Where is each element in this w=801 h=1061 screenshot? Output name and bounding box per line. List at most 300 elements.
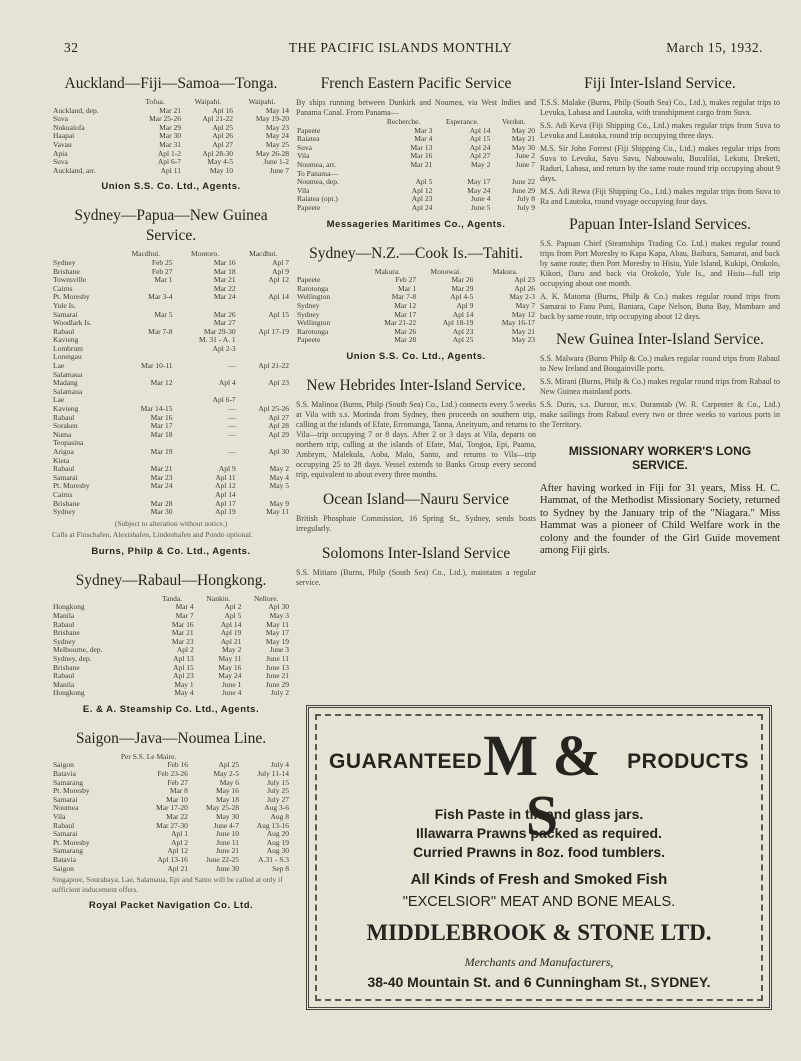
page-number: 32 (64, 40, 79, 55)
sailing-date: Apl 7 (272, 258, 289, 267)
table-row (52, 319, 290, 328)
sailing-date: Mar 12 (150, 379, 173, 388)
port-name: Rabaul (53, 821, 75, 830)
sailing-date: Apl 17-19 (258, 327, 289, 336)
sailing-date (174, 353, 237, 362)
sailing-date: July 15 (267, 778, 289, 787)
table-row (296, 204, 536, 213)
sailing-date: Mar 27 (213, 319, 236, 328)
sailing-date: June 10 (215, 830, 240, 839)
timetable-saigon (52, 753, 290, 873)
table-row (296, 152, 536, 161)
sailing-date: Mar 23 (150, 473, 173, 482)
table-row (52, 311, 290, 320)
port-name: Haapai (53, 132, 75, 141)
sailing-date: Apl 23 (411, 195, 433, 204)
port-name: Rabaul (53, 672, 75, 681)
sailing-date: June 21 (265, 672, 289, 681)
agent-saigon: Royal Packet Navigation Co. Ltd. (88, 900, 254, 912)
table-row (52, 482, 290, 491)
sailing-date: July 2 (270, 689, 289, 698)
port-name: Papeete (297, 336, 321, 345)
table-row (52, 779, 290, 788)
sailing-date: Apl 19 (215, 508, 236, 517)
sailing-date: Apl 23 (268, 379, 289, 388)
sailing-date: Apl 23 (514, 276, 535, 285)
sailing-date (118, 353, 173, 362)
sailing-date: Apl 1 (171, 830, 188, 839)
port-name: Manila (53, 611, 75, 620)
table-row (296, 187, 536, 196)
new-hebrides-text: S.S. Malinoa (Burns, Philp (South Sea) Co., Ltd.) connects every 5 weeks at Vila with s.s. Morinda from Sydney, then proceeds on southern trip, calling at the islands of Efate, Erromanga, Tanna, Aneityum, and returns to Vila—trip occupying 7 or 8 days. After 2 or 3 days at Vila, departs on northern trip, calling at the islands of Efate, Mai, Tongoa, Epi, Paama, Ambrym, Malekula, Aoba, Malo, Santo, and returns to Vila—trip occupying 25 to 28 days. Vessel extends to Banks Group every second trip, equivalent to about every three months. (296, 399, 536, 479)
sailing-date: Apl 26 (514, 284, 535, 293)
table-row (52, 830, 290, 839)
table-row (52, 621, 290, 630)
timetable-port-header (52, 595, 149, 604)
ad-merchants: Merchants and Manufacturers, (464, 955, 614, 969)
port-name: Sydney (53, 508, 76, 517)
sailing-date: Aug 20 (266, 830, 289, 839)
sailing-date: Apl 17 (215, 499, 236, 508)
sailing-date: June 4-7 (213, 821, 240, 830)
port-name: Pt. Moresby (53, 293, 90, 302)
sailing-date: May 2 (221, 646, 242, 655)
sailing-date: — (228, 362, 236, 371)
timetable-header-row (296, 118, 536, 127)
ad-brand-logo: M & S (483, 723, 601, 848)
table-row (52, 672, 290, 681)
table-row (52, 379, 290, 388)
ad-line-excelsior: "EXCELSIOR" MEAT AND BONE MEALS. (402, 894, 676, 910)
table-row (52, 457, 290, 466)
sailing-date: Mar 14-15 (140, 405, 173, 414)
port-name: Kieta (53, 456, 70, 465)
table-row (52, 474, 290, 483)
sailing-date: May 4 (174, 689, 194, 698)
timetable-ship-header: Verdun. (501, 117, 526, 126)
table-row (52, 107, 290, 116)
sailing-date: Apl 2 (176, 646, 194, 655)
sailing-date: Mar 3 (414, 126, 433, 135)
table-row (296, 319, 536, 328)
ad-line-prawns: Illawarra Prawns packed as required. (416, 825, 662, 841)
table-row (52, 158, 290, 167)
section-title-sydney-papua: Sydney—Papua—New Guinea Service. (74, 207, 268, 245)
port-name: Batavia (53, 770, 76, 779)
sailing-date: Mar 31 (159, 140, 181, 149)
sailing-date (174, 439, 237, 448)
sailing-date: Mar 1 (154, 276, 173, 285)
sailing-date: June 2 (515, 152, 535, 161)
timetable-port-header (296, 118, 374, 127)
port-name: Kavieng (53, 336, 79, 345)
sailing-date: Feb 25 (151, 258, 173, 267)
sailing-date: Apl 27 (268, 413, 289, 422)
sailing-date: Apl 11 (160, 166, 181, 175)
table-row (52, 431, 290, 440)
sailing-date: Mar 24 (213, 293, 236, 302)
timetable-ship-header: Waipahi. (248, 97, 276, 106)
table-row (52, 336, 290, 345)
port-name: Papeete (297, 276, 321, 285)
sailing-date (118, 396, 173, 405)
sailing-date: May 2 (471, 160, 491, 169)
sailing-date: May 20 (511, 126, 535, 135)
sailing-date: Mar 16 (213, 258, 236, 267)
sailing-date: May 1 (174, 680, 194, 689)
sailing-date: May 16 (215, 787, 240, 796)
table-row (52, 371, 290, 380)
sailing-date: — (228, 413, 236, 422)
timetable-ship-header (189, 753, 240, 762)
table-row (52, 804, 290, 813)
table-row (52, 439, 290, 448)
sailing-date: May 17 (467, 178, 491, 187)
sailing-date (174, 388, 237, 397)
sailing-date (118, 388, 173, 397)
table-row (52, 770, 290, 779)
sailing-date: Mar 10 (166, 795, 188, 804)
table-row (52, 500, 290, 509)
timetable-french (296, 118, 536, 213)
sailing-date: Apl 15 (469, 135, 491, 144)
table-row (296, 311, 536, 320)
table-row (52, 353, 290, 362)
port-name: Wellington (297, 293, 331, 302)
port-name: Raiatea (opt.) (297, 195, 338, 204)
port-name: Vila (297, 152, 310, 161)
missionary-text: After having worked in Fiji for 31 years, Miss H. C. Hammat, of the Methodist Missionary Society, returned to Sydney by the January trip of the "Niagara." Miss Hammat was a pioneer of Child Welfare work in the colony and the founder of the Girl Guide movement among Fiji girls. (540, 482, 780, 556)
sailing-date: Mar 5 (154, 310, 173, 319)
sailing-date (174, 302, 237, 311)
port-name: Cairns (53, 490, 73, 499)
new-guinea-p3: S.S. Duris, s.s. Durour, m.v. Duramtab (W. R. Carpenter & Co., Ltd.) make sailings from Rabaul every two or three weeks to various ports in the Territory. (540, 400, 780, 429)
port-name: Pt. Moresby (53, 787, 90, 796)
sailing-date: May 21 (511, 135, 535, 144)
sailing-date: May 18 (215, 795, 240, 804)
sailing-date: Mar 16 (410, 152, 433, 161)
sailing-date: Apl 23 (452, 327, 474, 336)
sailing-date (237, 302, 290, 311)
sailing-date: Mar 21 (213, 276, 236, 285)
sailing-date: Apl 25-26 (258, 405, 289, 414)
port-name: Saigon (53, 864, 74, 873)
sailing-date: June 4 (221, 689, 242, 698)
sailing-date: Apl 14 (268, 293, 289, 302)
section-title-hongkong: Sydney—Rabaul—Hongkong. (75, 571, 267, 589)
port-name: Pt. Moresby (53, 482, 90, 491)
table-row (52, 124, 290, 133)
sailing-date: Apl 24 (411, 203, 433, 212)
sailing-date: Apl 9 (218, 465, 236, 474)
table-row (52, 646, 290, 655)
table-row (52, 465, 290, 474)
table-row (52, 839, 290, 848)
port-name: Samarai (53, 473, 78, 482)
sailing-date: June 3 (269, 646, 289, 655)
sailing-date: Feb 27 (151, 267, 173, 276)
port-name: To Panama— (297, 169, 338, 178)
fiji-p1: T.S.S. Malake (Burns, Philp (South Sea) Co., Ltd.), makes regular trips to Levuka, Labasa and Lautoka, with transhipment cargo from Suva. (540, 98, 780, 117)
sailing-date: May 25-28 (205, 804, 240, 813)
sailing-date: May 12 (511, 310, 535, 319)
sailing-date: May 4-5 (207, 158, 233, 167)
table-row (52, 491, 290, 500)
sailing-date: Sep 8 (272, 864, 289, 873)
sailing-date: Mar 17-20 (156, 804, 188, 813)
table-row (52, 293, 290, 302)
port-name: Woodlark Is. (53, 319, 92, 328)
table-row (52, 328, 290, 337)
sailing-date: May 14 (265, 106, 289, 115)
table-row (52, 132, 290, 141)
port-name: Salamaua (53, 387, 83, 396)
table-row (52, 787, 290, 796)
sailing-date: Apl 13-16 (157, 856, 188, 864)
port-name: Pt. Moresby (53, 838, 90, 847)
sailing-date: Mar 4 (414, 135, 433, 144)
column-right (540, 70, 780, 568)
sailing-date: June 1-2 (263, 158, 289, 167)
section-title-new-hebrides: New Hebrides Inter-Island Service. (306, 376, 526, 394)
table-row (296, 127, 536, 136)
ad-line-fish: All Kinds of Fresh and Smoked Fish (410, 871, 668, 888)
note-alteration: (Subject to alteration without notice.) (114, 518, 228, 528)
sailing-date: May 24 (265, 132, 289, 141)
sailing-date: Apl 14 (469, 126, 491, 135)
port-name: Rabaul (53, 465, 75, 474)
sailing-date: Apl 21-22 (258, 362, 289, 371)
port-name: Melbourne, dep. (53, 646, 103, 655)
port-name: Kavieng (53, 405, 79, 414)
port-name: Samarai (53, 830, 78, 839)
sailing-date: July 9 (516, 203, 535, 212)
port-name: Yule Is. (53, 301, 76, 310)
port-name: Soraken (53, 422, 78, 431)
timetable-ship-header: Macdhui. (131, 249, 161, 259)
timetable-port-header (52, 753, 108, 762)
port-name: Nukualofa (53, 123, 85, 132)
column-middle (296, 70, 536, 588)
sailing-date: May 4 (269, 473, 289, 482)
sailing-date: Mar 23 (171, 637, 194, 646)
section-title-fiji: Fiji Inter-Island Service. (584, 75, 736, 92)
sailing-date: June 22-25 (205, 856, 240, 864)
sailing-date (237, 388, 290, 397)
table-row (296, 178, 536, 187)
sailing-date: Mar 7-8 (148, 327, 173, 336)
table-row (296, 293, 536, 302)
port-name: Rabaul (53, 620, 75, 629)
port-name: Noumea (53, 804, 79, 813)
sailing-date: Mar 13 (410, 143, 433, 152)
sailing-date (237, 353, 290, 362)
sailing-date: June 1 (221, 680, 242, 689)
timetable-ship-header: Monowai. (430, 266, 462, 276)
sailing-date: Aug 30 (266, 847, 289, 856)
port-name: Auckland, arr. (53, 166, 96, 175)
timetable-ship-header: Montoro. (191, 249, 220, 259)
table-row (296, 135, 536, 144)
sailing-date: Apl 9 (272, 267, 289, 276)
sailing-date: Apl 30 (268, 448, 289, 456)
sailing-date: — (228, 448, 236, 456)
sailing-date: Apl 14 (220, 620, 242, 629)
port-name: Madang (53, 379, 78, 388)
port-name: Apia (53, 149, 68, 158)
sailing-date (118, 319, 173, 328)
sailing-date: Apl 12 (411, 186, 433, 195)
timetable-header-row (296, 268, 536, 277)
sailing-date: Apl 11 (215, 473, 236, 482)
port-name: Sydney, dep. (53, 654, 92, 663)
sailing-date: Apl 4 (218, 379, 236, 388)
table-row (52, 115, 290, 124)
sailing-date (237, 439, 290, 448)
sailing-date: May 25 (265, 140, 289, 149)
sailing-date: Mar 28 (150, 499, 173, 508)
timetable-sydney-papua (52, 250, 290, 516)
section-title-ocean: Ocean Island—Nauru Service (323, 490, 509, 508)
table-row (52, 865, 290, 874)
sailing-date: Mar 26 (451, 276, 474, 285)
table-row (52, 405, 290, 414)
sailing-date: Mar 1 (397, 284, 417, 293)
table-row (52, 396, 290, 405)
sailing-date: A.31 - S.3 (258, 856, 289, 864)
sailing-date: Mar 29 (159, 123, 181, 132)
table-row (52, 638, 290, 647)
sailing-date: June 4 (471, 195, 491, 204)
port-name: Raiatea (297, 135, 320, 144)
sailing-date: — (228, 430, 236, 439)
sailing-date: May 11 (218, 654, 242, 663)
ad-address: 38-40 Mountain St. and 6 Cunningham St., SYDNEY. (367, 974, 711, 990)
sailing-date: Mar 21 (171, 629, 194, 638)
sailing-date: Mar 29-30 (203, 327, 236, 336)
sailing-date: Mar 29 (451, 284, 474, 293)
sailing-date: June 22 (511, 178, 535, 187)
sailing-date: July 11-14 (257, 770, 289, 779)
sailing-date: Mar 7 (175, 611, 194, 620)
sailing-date: Apl 26 (212, 132, 233, 141)
sailing-date: Mar 26 (213, 310, 236, 319)
sailing-date: M. 31 - A. 1 (199, 336, 236, 345)
table-row (52, 629, 290, 638)
missionary-headline: MISSIONARY WORKER'S LONG SERVICE. (568, 444, 752, 472)
timetable-ship-header: Esperance. (446, 117, 479, 126)
timetable-port-header (52, 250, 118, 259)
sailing-date: Apl 16 (212, 106, 233, 115)
port-name: Lae (53, 362, 65, 371)
timetable-ship-header: Nellore. (253, 593, 279, 603)
sailing-date: May 23 (511, 336, 535, 345)
sailing-date: Feb 27 (167, 778, 188, 787)
sailing-date (174, 371, 237, 380)
timetable-hongkong (52, 595, 290, 698)
sailing-date: Mar 24 (150, 482, 173, 491)
page-header (0, 36, 801, 62)
table-row (52, 167, 290, 176)
papuan-p2: A. K. Matoma (Burns, Philp & Co.) makes regular round trips from Samarai to Fanu Puni, Baniara, Cape Nelson, Buna Bay, Mambare and back by same route, trip occupying about 12 days. (540, 292, 780, 321)
timetable-header-row (52, 250, 290, 259)
sailing-date: May 23 (265, 123, 289, 132)
sailing-date: Apl 25 (218, 761, 240, 770)
sailing-date: Apl 21 (167, 864, 188, 873)
sailing-date: Apl 15 (173, 663, 194, 672)
sailing-date: May 11 (266, 620, 289, 629)
table-row (52, 822, 290, 831)
sailing-date: Mar 28 (394, 336, 417, 345)
section-title-french: French Eastern Pacific Service (320, 75, 512, 92)
table-row (52, 612, 290, 621)
table-row (52, 362, 290, 371)
sailing-date: Apl 5 (224, 611, 242, 620)
sailing-date (374, 170, 434, 179)
table-row (296, 336, 536, 345)
port-name: Hongkong (53, 603, 85, 612)
sailing-date (491, 170, 536, 179)
timetable-ship-header: Macdhui. (249, 249, 278, 259)
ad-line-curried: Curried Prawns in 8oz. food tumblers. (412, 844, 666, 860)
table-row (296, 302, 536, 311)
timetable-ship-header (240, 753, 290, 762)
sailing-date: June 7 (515, 160, 535, 169)
port-name: Salamaua (53, 370, 83, 379)
table-row (296, 285, 536, 294)
timetable-header-row (52, 595, 290, 604)
sailing-date: May 17 (265, 629, 289, 638)
port-name: Samarai (53, 795, 78, 804)
agent-cook: Union S.S. Co. Ltd., Agents. (346, 350, 486, 362)
sailing-date: Mar 3-4 (148, 293, 173, 302)
sailing-date (118, 345, 173, 354)
sailing-date: Mar 17 (394, 310, 417, 319)
sailing-date: Apl 25 (212, 123, 233, 132)
sailing-date: Mar 22 (166, 813, 188, 822)
port-name: Townsville (53, 276, 87, 285)
timetable-port-header (296, 268, 358, 277)
sailing-date: June 30 (215, 864, 240, 873)
sailing-date: Apl 13 (173, 654, 194, 663)
table-row (52, 276, 290, 285)
french-intro: By ships running between Dunkirk and Noumea, via West Indies and Panama Canal. From Panama— (296, 98, 536, 117)
sailing-date: May 16-17 (501, 319, 535, 328)
port-name: Suva (297, 143, 312, 152)
port-name: Auckland, dep. (53, 106, 99, 115)
ad-guaranteed: GUARANTEED (329, 750, 483, 773)
agent-hongkong: E. & A. Steamship Co. Ltd., Agents. (82, 703, 260, 715)
port-name: Brisbane (53, 629, 80, 638)
new-guinea-p1: S.S. Malwara (Burns Philp & Co.) makes regular round trips from Rabaul to New Ireland and Bougainville ports. (540, 354, 780, 373)
journal-title: THE PACIFIC ISLANDS MONTHLY (288, 40, 513, 55)
sailing-date: Mar 30 (150, 508, 173, 517)
sailing-date (174, 457, 237, 466)
port-name: Hongkong (53, 689, 85, 698)
port-name: Lombrum (53, 344, 83, 353)
timetable-ship-header: Tanda. (162, 593, 183, 603)
table-row (52, 813, 290, 822)
sailing-date: Mar 16 (150, 413, 173, 422)
sailing-date: June 11 (216, 838, 240, 847)
sailing-date: Apl 6-7 (212, 396, 236, 405)
table-row (52, 150, 290, 159)
sailing-date: Aug 8 (270, 813, 289, 822)
sailing-date (237, 457, 290, 466)
ad-company-name: MIDDLEBROOK & STONE LTD. (366, 920, 712, 945)
sailing-date: Apl 2 (171, 838, 188, 847)
sailing-date: May 24 (218, 672, 242, 681)
